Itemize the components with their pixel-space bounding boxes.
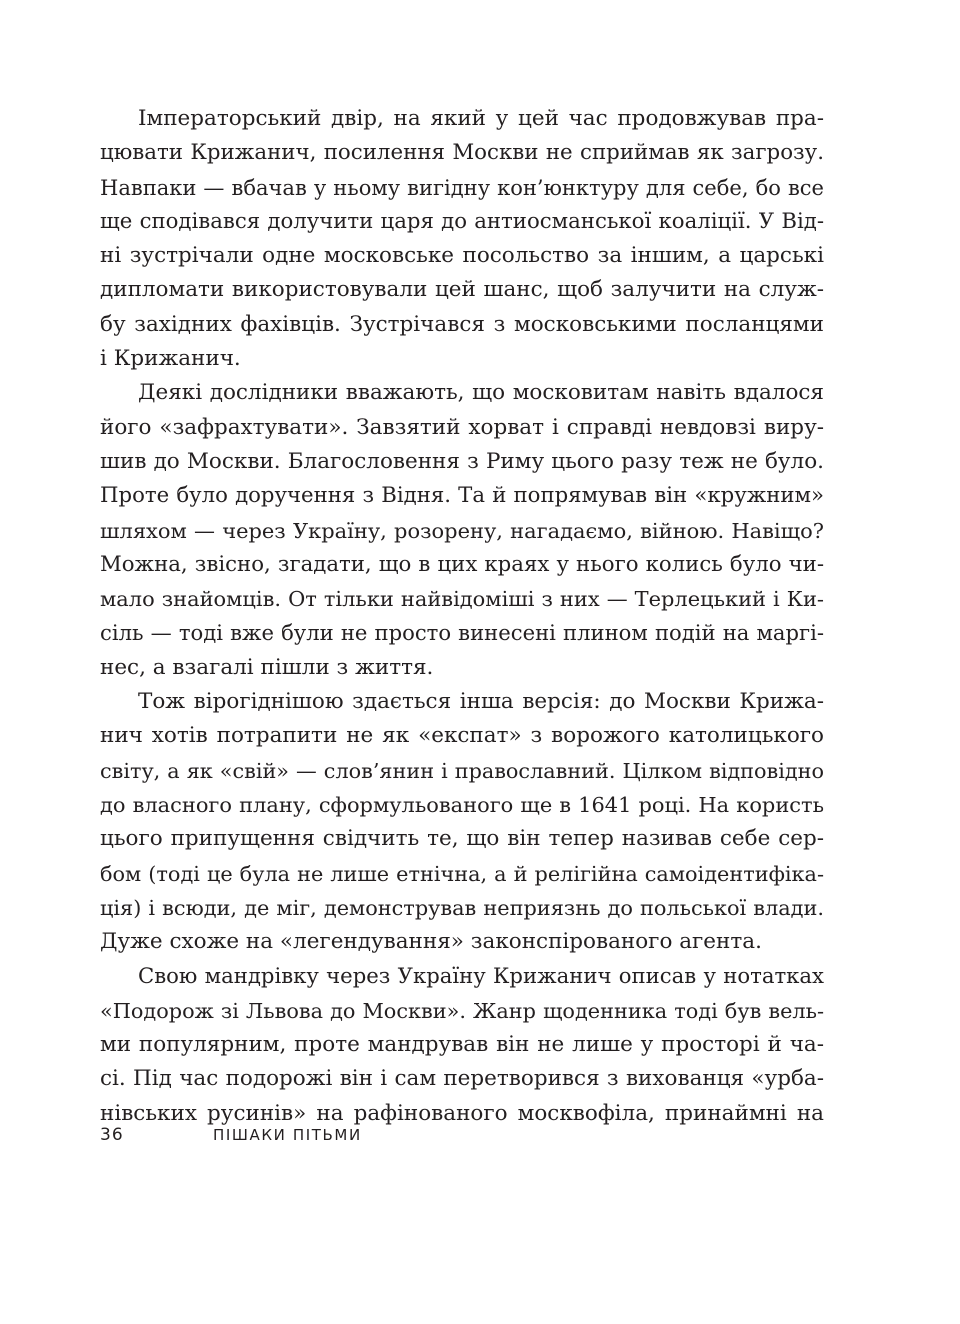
text-line: шляхом — через Україну, розорену, нагадаємо, війною. Навіщо?	[100, 518, 824, 543]
text-line: цювати Крижанич, посилення Москви не сприймав як загрозу.	[100, 140, 824, 166]
text-line: цього припущення свідчить те, що він тепер називав себе сер-	[100, 826, 824, 852]
text-line: мало знайомців. От тільки найвідоміші з них — Терлецький і Ки-	[100, 587, 824, 612]
text-line: ція) і всюди, де міг, демонстрував неприязнь до польської влади.	[100, 895, 824, 920]
text-line: Навпаки — вбачав у ньому вигідну кон’юнктуру для себе, бо все	[100, 174, 824, 200]
text-line: світу, а як «свій» — слов’янин і православний. Цілком відповідно	[100, 758, 824, 783]
text-line: Тож вірогіднішою здається інша версія: до Москви Крижа-	[138, 689, 824, 715]
text-line: Дуже схоже на «легендування» законспірованого агента.	[100, 929, 762, 955]
text-line: нич хотів потрапити не як «експат» з ворожого католицького	[100, 723, 824, 749]
text-line: нес, а взагалі пішли з життя.	[100, 654, 434, 680]
text-line: ми популярним, проте мандрував він не лише у просторі й ча-	[100, 1032, 824, 1058]
text-line: Проте було доручення з Відня. Та й попрямував він «кружним»	[100, 483, 824, 509]
text-line: Можна, звісно, згадати, що в цих краях у нього колись було чи-	[100, 551, 824, 577]
text-line: Свою мандрівку через Україну Крижанич описав у нотатках	[138, 963, 824, 989]
text-line: бом (тоді це була не лише етнічна, а й релігійна самоідентифіка-	[100, 861, 824, 886]
text-line: бу західних фахівців. Зустрічався з московськими посланцями	[100, 311, 824, 337]
text-line: ще сподівався долучити царя до антиосманської коаліції. У Від-	[100, 208, 824, 234]
running-title: ПІШАКИ ПІТЬМИ	[213, 1126, 362, 1144]
text-line: Деякі дослідники вважають, що московитам навіть вдалося	[138, 380, 824, 406]
text-line: сі. Під час подорожі він і сам перетворився з вихованця «урба-	[100, 1066, 824, 1092]
text-line: ні зустрічали одне московське посольство за іншим, а царські	[100, 243, 824, 269]
body-text	[100, 102, 824, 1131]
text-line: сіль — тоді вже були не просто винесені плином подій на маргі-	[100, 620, 824, 646]
text-line: дипломати використовували цей шанс, щоб залучити на служ-	[100, 277, 824, 303]
text-line: його «зафрахтувати». Завзятий хорват і справді невдовзі виру-	[100, 414, 824, 440]
page-number: 36	[100, 1125, 124, 1145]
text-line: «Подорож зі Львова до Москви». Жанр щоденника тоді був вель-	[100, 998, 824, 1023]
text-line: шив до Москви. Благословення з Риму цього разу теж не було.	[100, 448, 824, 474]
text-line: до власного плану, сформульованого ще в 1641 році. На користь	[100, 792, 824, 817]
text-line: Імператорський двір, на який у цей час продовжував пра-	[138, 106, 824, 131]
text-line: і Крижанич.	[100, 346, 241, 372]
text-line: нівських русинів» на рафінованого москвофіла, принаймні на	[100, 1100, 824, 1126]
